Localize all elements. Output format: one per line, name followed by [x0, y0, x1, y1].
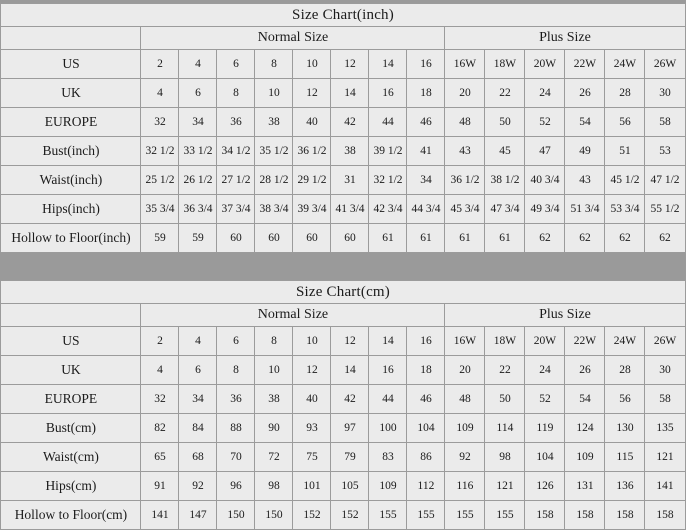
row-value: 18W — [485, 327, 525, 356]
row-value: 92 — [179, 472, 217, 501]
row-value: 42 3/4 — [369, 195, 407, 224]
row-value: 48 — [445, 385, 485, 414]
row-value: 121 — [645, 443, 685, 472]
row-value: 68 — [179, 443, 217, 472]
row-value: 41 3/4 — [331, 195, 369, 224]
row-value: 26 — [565, 79, 605, 108]
row-value: 155 — [369, 501, 407, 530]
row-value: 126 — [525, 472, 565, 501]
row-value: 97 — [331, 414, 369, 443]
row-value: 70 — [217, 443, 255, 472]
row-value: 28 — [605, 356, 645, 385]
row-value: 93 — [293, 414, 331, 443]
row-value: 32 — [141, 385, 179, 414]
row-value: 53 3/4 — [605, 195, 645, 224]
row-value: 104 — [407, 414, 445, 443]
table-row — [1, 224, 685, 253]
row-value: 158 — [645, 501, 685, 530]
row-value: 32 1/2 — [141, 137, 179, 166]
row-value: 36 — [217, 385, 255, 414]
row-value: 22W — [565, 50, 605, 79]
row-value: 54 — [565, 108, 605, 137]
row-value: 84 — [179, 414, 217, 443]
row-value: 79 — [331, 443, 369, 472]
row-value: 60 — [217, 224, 255, 253]
chart-separator — [0, 262, 686, 268]
row-value: 114 — [485, 414, 525, 443]
row-value: 14 — [331, 79, 369, 108]
row-value: 48 — [445, 108, 485, 137]
row-value: 62 — [525, 224, 565, 253]
row-value: 4 — [141, 356, 179, 385]
row-value: 43 — [565, 166, 605, 195]
row-value: 112 — [407, 472, 445, 501]
row-label: US — [1, 50, 141, 79]
row-value: 32 — [141, 108, 179, 137]
table-row — [1, 327, 685, 356]
row-value: 58 — [645, 108, 685, 137]
row-label: UK — [1, 356, 141, 385]
row-value: 35 1/2 — [255, 137, 293, 166]
row-value: 24W — [605, 50, 645, 79]
row-value: 28 1/2 — [255, 166, 293, 195]
row-value: 42 — [331, 108, 369, 137]
row-value: 40 — [293, 385, 331, 414]
row-value: 62 — [565, 224, 605, 253]
row-value: 45 1/2 — [605, 166, 645, 195]
row-value: 58 — [645, 385, 685, 414]
row-value: 109 — [445, 414, 485, 443]
row-value: 39 3/4 — [293, 195, 331, 224]
table-row — [1, 385, 685, 414]
row-value: 47 — [525, 137, 565, 166]
row-value: 16 — [369, 79, 407, 108]
row-value: 44 — [369, 385, 407, 414]
row-value: 47 1/2 — [645, 166, 685, 195]
row-value: 119 — [525, 414, 565, 443]
row-value: 12 — [293, 79, 331, 108]
row-value: 18W — [485, 50, 525, 79]
row-value: 4 — [141, 79, 179, 108]
row-value: 27 1/2 — [217, 166, 255, 195]
row-value: 42 — [331, 385, 369, 414]
row-value: 36 3/4 — [179, 195, 217, 224]
row-value: 109 — [369, 472, 407, 501]
row-value: 22W — [565, 327, 605, 356]
row-value: 4 — [179, 327, 217, 356]
group-header-blank — [1, 27, 141, 50]
row-value: 10 — [255, 356, 293, 385]
row-value: 36 1/2 — [293, 137, 331, 166]
row-value: 52 — [525, 385, 565, 414]
row-value: 141 — [141, 501, 179, 530]
row-value: 75 — [293, 443, 331, 472]
row-value: 72 — [255, 443, 293, 472]
row-label: EUROPE — [1, 385, 141, 414]
row-value: 24W — [605, 327, 645, 356]
row-value: 26 1/2 — [179, 166, 217, 195]
row-value: 53 — [645, 137, 685, 166]
row-value: 60 — [331, 224, 369, 253]
row-value: 59 — [179, 224, 217, 253]
row-value: 32 1/2 — [369, 166, 407, 195]
row-value: 29 1/2 — [293, 166, 331, 195]
row-value: 150 — [217, 501, 255, 530]
row-value: 38 3/4 — [255, 195, 293, 224]
row-label: Waist(cm) — [1, 443, 141, 472]
row-value: 59 — [141, 224, 179, 253]
row-value: 51 — [605, 137, 645, 166]
row-label: EUROPE — [1, 108, 141, 137]
row-value: 14 — [331, 356, 369, 385]
row-value: 62 — [605, 224, 645, 253]
table-row — [1, 414, 685, 443]
row-value: 61 — [445, 224, 485, 253]
row-value: 150 — [255, 501, 293, 530]
row-value: 51 3/4 — [565, 195, 605, 224]
table-row — [1, 108, 685, 137]
row-value: 83 — [369, 443, 407, 472]
size-chart-cm-table — [0, 280, 685, 530]
size-chart-cm-body — [1, 281, 685, 530]
row-value: 16W — [445, 50, 485, 79]
row-value: 8 — [217, 356, 255, 385]
row-value: 155 — [407, 501, 445, 530]
table-row — [1, 195, 685, 224]
row-value: 60 — [293, 224, 331, 253]
row-value: 18 — [407, 79, 445, 108]
row-value: 12 — [331, 50, 369, 79]
row-value: 8 — [255, 50, 293, 79]
row-value: 60 — [255, 224, 293, 253]
row-value: 155 — [445, 501, 485, 530]
row-value: 158 — [525, 501, 565, 530]
table-row — [1, 137, 685, 166]
row-value: 10 — [293, 327, 331, 356]
row-value: 61 — [369, 224, 407, 253]
row-value: 36 — [217, 108, 255, 137]
row-value: 6 — [217, 50, 255, 79]
row-value: 6 — [217, 327, 255, 356]
chart-title-row — [1, 4, 685, 27]
size-chart-inch-table — [0, 3, 685, 253]
row-value: 88 — [217, 414, 255, 443]
row-value: 98 — [485, 443, 525, 472]
row-value: 152 — [331, 501, 369, 530]
row-value: 40 3/4 — [525, 166, 565, 195]
row-value: 91 — [141, 472, 179, 501]
row-value: 35 3/4 — [141, 195, 179, 224]
group-header: Normal Size — [141, 27, 445, 50]
row-value: 40 — [293, 108, 331, 137]
row-value: 12 — [293, 356, 331, 385]
row-value: 36 1/2 — [445, 166, 485, 195]
row-value: 92 — [445, 443, 485, 472]
group-header-blank — [1, 304, 141, 327]
row-label: Hollow to Floor(cm) — [1, 501, 141, 530]
row-value: 50 — [485, 385, 525, 414]
row-value: 22 — [485, 79, 525, 108]
row-value: 136 — [605, 472, 645, 501]
table-row — [1, 472, 685, 501]
row-value: 34 1/2 — [217, 137, 255, 166]
chart-title: Size Chart(inch) — [1, 4, 685, 27]
row-label: Hips(cm) — [1, 472, 141, 501]
row-value: 56 — [605, 385, 645, 414]
table-row — [1, 356, 685, 385]
row-value: 37 3/4 — [217, 195, 255, 224]
row-label: Hollow to Floor(inch) — [1, 224, 141, 253]
row-label: Bust(inch) — [1, 137, 141, 166]
row-value: 105 — [331, 472, 369, 501]
row-value: 2 — [141, 327, 179, 356]
row-value: 121 — [485, 472, 525, 501]
row-value: 25 1/2 — [141, 166, 179, 195]
row-value: 141 — [645, 472, 685, 501]
chart-group-row — [1, 27, 685, 50]
row-value: 49 3/4 — [525, 195, 565, 224]
row-value: 46 — [407, 108, 445, 137]
row-value: 44 — [369, 108, 407, 137]
row-value: 52 — [525, 108, 565, 137]
row-value: 152 — [293, 501, 331, 530]
row-value: 30 — [645, 79, 685, 108]
table-row — [1, 443, 685, 472]
row-value: 65 — [141, 443, 179, 472]
row-value: 90 — [255, 414, 293, 443]
row-value: 38 1/2 — [485, 166, 525, 195]
row-value: 8 — [217, 79, 255, 108]
chart-group-row — [1, 304, 685, 327]
row-value: 115 — [605, 443, 645, 472]
row-value: 14 — [369, 327, 407, 356]
row-value: 4 — [179, 50, 217, 79]
row-value: 34 — [179, 385, 217, 414]
row-value: 20W — [525, 50, 565, 79]
row-value: 38 — [255, 108, 293, 137]
row-value: 38 — [255, 385, 293, 414]
row-value: 30 — [645, 356, 685, 385]
row-value: 6 — [179, 356, 217, 385]
row-value: 8 — [255, 327, 293, 356]
row-value: 45 — [485, 137, 525, 166]
row-value: 54 — [565, 385, 605, 414]
row-value: 130 — [605, 414, 645, 443]
row-value: 6 — [179, 79, 217, 108]
row-value: 101 — [293, 472, 331, 501]
row-value: 100 — [369, 414, 407, 443]
row-label: US — [1, 327, 141, 356]
row-value: 135 — [645, 414, 685, 443]
row-value: 82 — [141, 414, 179, 443]
row-value: 22 — [485, 356, 525, 385]
size-chart-inch-body — [1, 4, 685, 253]
chart-title-row — [1, 281, 685, 304]
row-value: 158 — [605, 501, 645, 530]
row-value: 47 3/4 — [485, 195, 525, 224]
row-value: 55 1/2 — [645, 195, 685, 224]
row-value: 86 — [407, 443, 445, 472]
row-value: 96 — [217, 472, 255, 501]
row-label: Waist(inch) — [1, 166, 141, 195]
row-value: 61 — [407, 224, 445, 253]
row-value: 45 3/4 — [445, 195, 485, 224]
row-value: 46 — [407, 385, 445, 414]
row-value: 10 — [255, 79, 293, 108]
row-value: 20 — [445, 356, 485, 385]
table-row — [1, 79, 685, 108]
row-value: 33 1/2 — [179, 137, 217, 166]
row-value: 50 — [485, 108, 525, 137]
row-value: 12 — [331, 327, 369, 356]
row-value: 147 — [179, 501, 217, 530]
row-value: 34 — [407, 166, 445, 195]
row-value: 104 — [525, 443, 565, 472]
row-value: 16 — [407, 327, 445, 356]
row-value: 31 — [331, 166, 369, 195]
row-value: 2 — [141, 50, 179, 79]
row-value: 44 3/4 — [407, 195, 445, 224]
row-value: 26W — [645, 50, 685, 79]
row-value: 10 — [293, 50, 331, 79]
row-value: 109 — [565, 443, 605, 472]
row-value: 56 — [605, 108, 645, 137]
row-label: Hips(inch) — [1, 195, 141, 224]
row-value: 131 — [565, 472, 605, 501]
row-value: 98 — [255, 472, 293, 501]
row-label: Bust(cm) — [1, 414, 141, 443]
row-value: 28 — [605, 79, 645, 108]
chart-title: Size Chart(cm) — [1, 281, 685, 304]
row-value: 16W — [445, 327, 485, 356]
row-value: 155 — [485, 501, 525, 530]
row-label: UK — [1, 79, 141, 108]
row-value: 24 — [525, 79, 565, 108]
row-value: 41 — [407, 137, 445, 166]
size-chart-cm-container — [0, 277, 686, 530]
row-value: 16 — [369, 356, 407, 385]
row-value: 61 — [485, 224, 525, 253]
row-value: 24 — [525, 356, 565, 385]
row-value: 26 — [565, 356, 605, 385]
row-value: 49 — [565, 137, 605, 166]
size-chart-inch-container — [0, 0, 686, 253]
row-value: 38 — [331, 137, 369, 166]
group-header: Plus Size — [445, 304, 685, 327]
row-value: 62 — [645, 224, 685, 253]
row-value: 26W — [645, 327, 685, 356]
row-value: 158 — [565, 501, 605, 530]
table-row — [1, 166, 685, 195]
row-value: 34 — [179, 108, 217, 137]
row-value: 43 — [445, 137, 485, 166]
table-row — [1, 50, 685, 79]
group-header: Normal Size — [141, 304, 445, 327]
row-value: 39 1/2 — [369, 137, 407, 166]
row-value: 20W — [525, 327, 565, 356]
row-value: 14 — [369, 50, 407, 79]
table-row — [1, 501, 685, 530]
row-value: 18 — [407, 356, 445, 385]
row-value: 116 — [445, 472, 485, 501]
row-value: 124 — [565, 414, 605, 443]
row-value: 20 — [445, 79, 485, 108]
group-header: Plus Size — [445, 27, 685, 50]
row-value: 16 — [407, 50, 445, 79]
